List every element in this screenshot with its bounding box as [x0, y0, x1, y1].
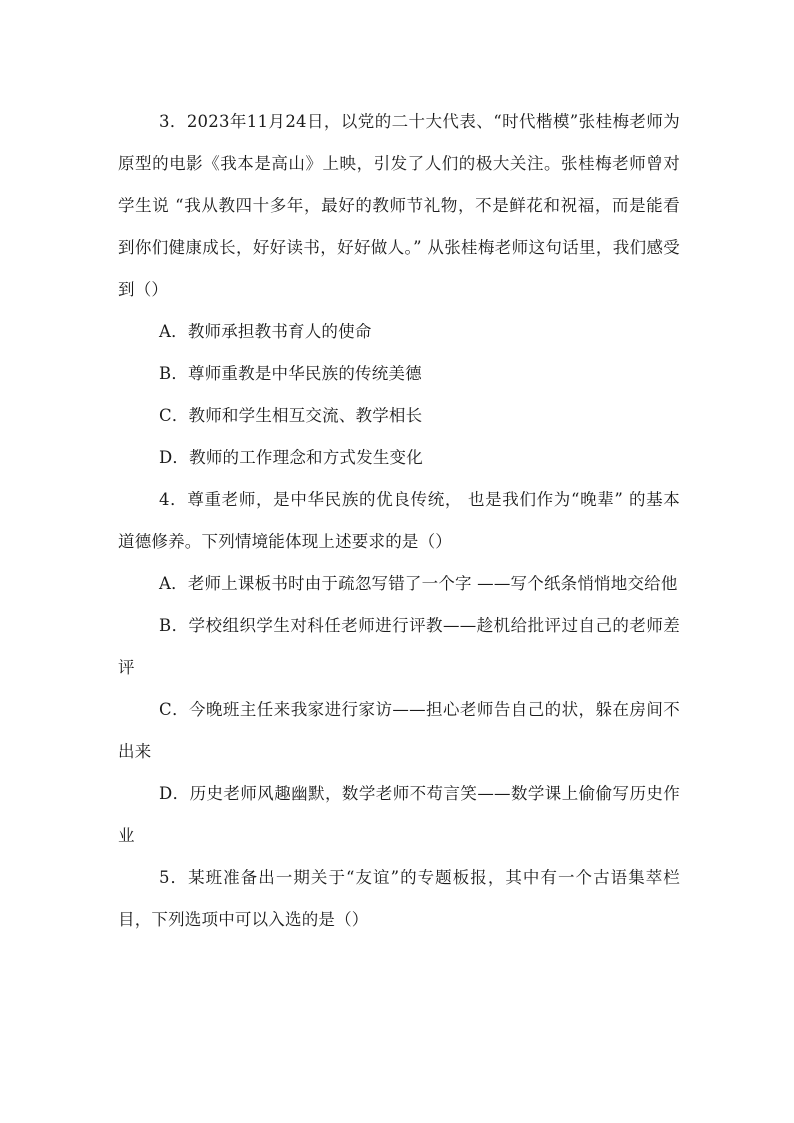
question-3-option-c: C．教师和学生相互交流、教学相长 [159, 406, 423, 425]
question-4-stem: 4．尊重老师，是中华民族的优良传统， 也是我们作为“晚辈” 的基本道德修养。下列情境能体现上述要求的是（） [118, 490, 680, 551]
question-4-option-b: B．学校组织学生对科任老师进行评教——趁机给批评过自己的老师差评 [118, 616, 680, 677]
question-3-stem: 3．2023年11月24日，以党的二十大代表、“时代楷模”张桂梅老师为原型的电影《我本是高山》上映，引发了人们的极大关注。张桂梅老师曾对学生说 “我从教四十多年，最好的教师节礼物，不是鲜花和祝福，而是能看到你们健康成长，好好读书，好好做人。” 从张桂梅老师这句话里，我们感受到（） [118, 112, 680, 299]
question-3-option-d: D．教师的工作理念和方式发生变化 [159, 448, 423, 467]
question-5-stem: 5．某班准备出一期关于“友谊”的专题板报，其中有一个古语集萃栏目，下列选项中可以入选的是（） [118, 868, 680, 929]
document-body [118, 101, 680, 941]
question-4-option-c: C．今晚班主任来我家进行家访——担心老师告自己的状，躲在房间不出来 [118, 700, 680, 761]
question-4-option-a: A．老师上课板书时由于疏忽写错了一个字 ——写个纸条悄悄地交给他 [159, 574, 678, 593]
question-4-option-d: D．历史老师风趣幽默，数学老师不苟言笑——数学课上偷偷写历史作业 [118, 784, 680, 845]
question-3-option-b: B．尊师重教是中华民族的传统美德 [159, 364, 422, 383]
question-3-option-a: A．教师承担教书育人的使命 [159, 322, 372, 341]
